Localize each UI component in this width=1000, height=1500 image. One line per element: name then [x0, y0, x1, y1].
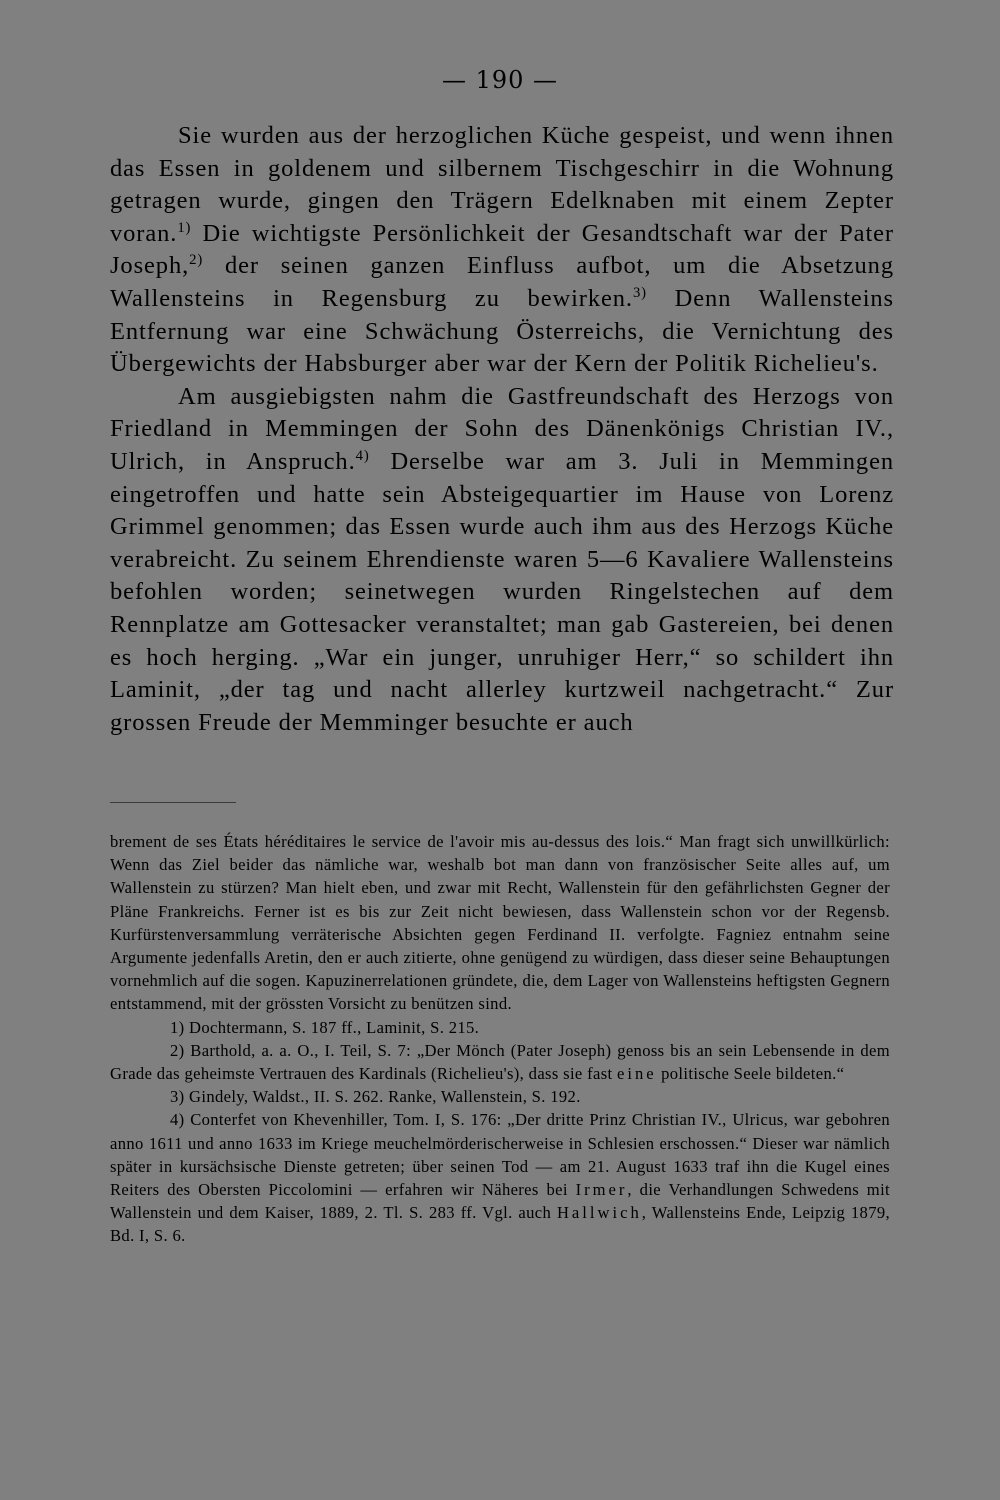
footnote-ref-2: 2) [189, 252, 204, 269]
footnote-ref-3: 3) [632, 284, 647, 301]
footnotes [110, 830, 890, 1248]
footnote-continuation: brement de ses États héréditaires le service de l'avoir mis au-dessus des lois.“ Man fragt sich unwillkürlich: Wenn das Ziel beider das nämliche war, weshalb bot man dann von französischer Seite alles auf, um Wallenstein zu stürzen? Man hielt eben, und zwar mit Recht, Wallenstein für den gefährlichsten Gegner der Pläne Frankreichs. Ferner ist es bis zur Zeit nicht bewiesen, dass Wallenstein schon vor der Regensb. Kurfürstenversammlung verräterische Absichten gegen Ferdinand II. verfolgte. Fagniez entnahm seine Argumente jedenfalls Aretin, den er auch zitierte, ohne genügend zu würdigen, dass dieser seine Behauptungen vornehmlich auf die sogen. Kapuzinerrelationen gründete, die, dem Lager von Wallensteins heftigsten Gegnern entstammend, mit der grössten Vorsicht zu benützen sind. [110, 832, 890, 1014]
paragraph-2 [110, 381, 894, 740]
footnote-2-text-a: 2) Barthold, a. a. O., I. Teil, S. 7: „Der Mönch (Pater Joseph) genoss bis an sein Lebensende in dem Grade das geheimste Vertrauen des Kardinals (Richelieu's), dass sie fast [110, 1040, 890, 1084]
footnote-2-text-b: politische Seele bildeten.“ [656, 1064, 845, 1084]
footnote-4-author-irmer: Irmer [575, 1180, 628, 1200]
paragraph-1-text-a: Sie wurden aus der herzoglichen Küche gespeist, und wenn ihnen das Essen in goldenem und silbernem Tischgeschirr in die Wohnung getragen wurde, gingen den Trägern Edelknaben mit einem Zepter voran. [110, 122, 894, 247]
paragraph-1-text-d: Denn Wallensteins Entfernung war eine Schwächung Österreichs, die Vernichtung des Übergewichts der Habsburger aber war der Kern der Politik Richelieu's. [110, 284, 894, 378]
footnote-2 [110, 1039, 890, 1085]
paragraph-1-text-b: Die wichtigste Persönlichkeit der Gesandtschaft war der Pater Joseph, [110, 219, 894, 280]
footnote-4-text-b: , die Verhandlungen Schwedens mit Wallenstein und dem Kaiser, 1889, 2. Tl. S. 283 ff. Vgl. auch [110, 1180, 890, 1223]
footnote-ref-1: 1) [177, 219, 192, 236]
paragraph-1-text-c: der seinen ganzen Einfluss aufbot, um die Absetzung Wallensteins in Regensburg zu bewirken. [110, 252, 894, 312]
footnote-separator [110, 802, 236, 803]
paragraph-2-text-a: Am ausgiebigsten nahm die Gastfreundschaft des Herzogs von Friedland in Memmingen der Sohn des Dänenkönigs Christian IV., Ulrich, in Anspruch. [110, 382, 894, 475]
footnote-ref-4: 4) [355, 447, 370, 464]
footnote-2-spaced-word: eine [617, 1064, 657, 1084]
footnote-4-text-c: , Wallensteins Ende, Leipzig 1879, Bd. I, S. 6. [110, 1203, 890, 1246]
footnote-4 [110, 1108, 890, 1247]
footnote-3: 3) Gindely, Waldst., II. S. 262. Ranke, Wallenstein, S. 192. [170, 1087, 581, 1107]
footnote-4-author-hallwich: Hallwich [556, 1203, 642, 1223]
footnote-4-text-a: 4) Conterfet von Khevenhiller, Tom. I, S. 176: „Der dritte Prinz Christian IV., Ulricus, war gebohren anno 1611 und anno 1633 im Kriege meuchelmörderischerweise in Schlesien erschossen.“ Dieser war nämlich später in kursächsische Dienste getreten; über seinen Tod — am 21. August 1633 traf ihn die Kugel eines Reiters des Obersten Piccolomini — erfahren wir Näheres bei [110, 1110, 890, 1200]
main-text [110, 120, 894, 739]
paragraph-2-text-b: Derselbe war am 3. Juli in Memmingen eingetroffen und hatte sein Absteigequartier im Hause von Lorenz Grimmel genommen; das Essen wurde auch ihm aus des Herzogs Küche verabreicht. Zu seinem Ehrendienste waren 5—6 Kavaliere Wallensteins befohlen worden; seinetwegen wurden Ringelstechen auf dem Rennplatze am Gottesacker veranstaltet; man gab Gastereien, bei denen es hoch herging. „War ein junger, unruhiger Herr,“ so schildert ihn Laminit, „der tag und nacht allerley kurtzweil nachgetracht.“ Zur grossen Freude der Memminger besuchte er auch [110, 447, 894, 736]
footnote-1: 1) Dochtermann, S. 187 ff., Laminit, S. 215. [170, 1017, 480, 1037]
page-number: — 190 — [441, 66, 559, 94]
paragraph-1 [110, 120, 894, 381]
